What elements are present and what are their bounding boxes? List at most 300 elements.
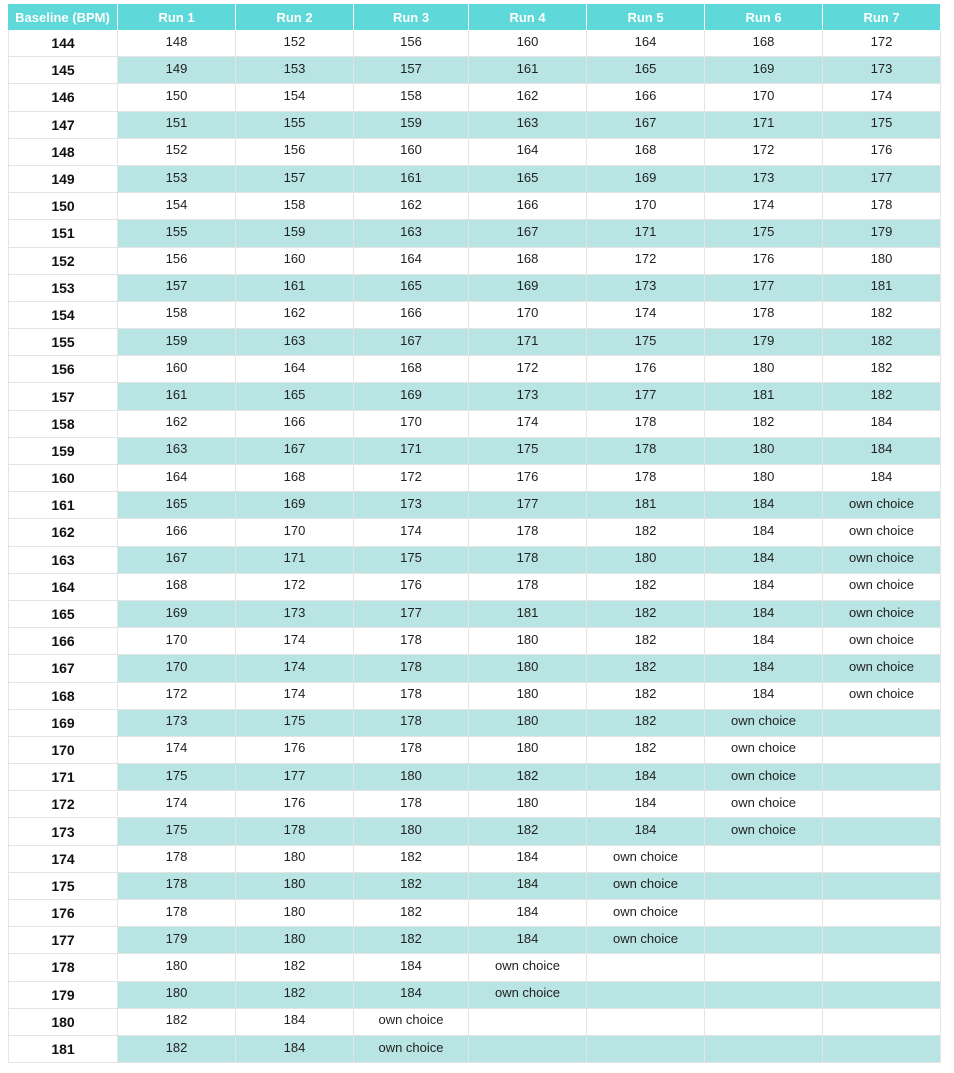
baseline-cell: 169 bbox=[8, 710, 118, 737]
table-row bbox=[8, 519, 941, 546]
run-cell bbox=[705, 1036, 823, 1063]
run-cell bbox=[823, 57, 941, 84]
baseline-cell: 148 bbox=[8, 139, 118, 166]
run-cell-value: 178 bbox=[400, 740, 422, 756]
table-row bbox=[8, 791, 941, 818]
run-cell-value: 175 bbox=[165, 767, 188, 783]
baseline-cell: 147 bbox=[8, 112, 118, 139]
run-cell-value: 182 bbox=[634, 686, 657, 702]
run-cell-value: 167 bbox=[400, 332, 422, 348]
run-cell-value: 173 bbox=[516, 387, 539, 403]
run-cell bbox=[236, 84, 354, 111]
bpm-table-container bbox=[8, 4, 941, 1063]
run-cell bbox=[354, 112, 469, 139]
run-cell bbox=[236, 492, 354, 519]
run-cell bbox=[823, 1009, 941, 1036]
run-cell bbox=[587, 710, 705, 737]
run-cell bbox=[469, 601, 587, 628]
table-row bbox=[8, 411, 941, 438]
run-cell bbox=[354, 574, 469, 601]
run-cell bbox=[236, 329, 354, 356]
run-cell bbox=[469, 846, 587, 873]
run-cell bbox=[705, 84, 823, 111]
run-cell bbox=[823, 193, 941, 220]
run-cell-value: 174 bbox=[283, 631, 306, 647]
run-cell-value: 178 bbox=[400, 631, 422, 647]
run-cell-value: 167 bbox=[634, 115, 657, 131]
run-cell-value: 154 bbox=[283, 87, 306, 103]
run-cell-value: 180 bbox=[752, 359, 775, 375]
baseline-cell: 152 bbox=[8, 248, 118, 275]
run-cell bbox=[236, 846, 354, 873]
run-cell bbox=[354, 954, 469, 981]
table-row bbox=[8, 954, 941, 981]
run-cell-value: 157 bbox=[400, 60, 422, 76]
run-cell-value: 179 bbox=[870, 223, 893, 239]
run-cell bbox=[118, 1036, 236, 1063]
run-cell bbox=[469, 248, 587, 275]
run-cell bbox=[823, 139, 941, 166]
run-cell bbox=[705, 30, 823, 57]
run-cell-value: 182 bbox=[634, 658, 657, 674]
run-cell-value: 173 bbox=[165, 713, 188, 729]
column-header-run-5: Run 5 bbox=[587, 4, 705, 30]
run-cell bbox=[118, 383, 236, 410]
table-row bbox=[8, 1036, 941, 1063]
run-cell-value: 184 bbox=[870, 414, 893, 430]
run-cell-value: 178 bbox=[400, 713, 422, 729]
run-cell-value: own choice bbox=[848, 686, 915, 702]
baseline-cell: 154 bbox=[8, 302, 118, 329]
run-cell-value: 184 bbox=[516, 930, 539, 946]
run-cell bbox=[469, 383, 587, 410]
run-cell bbox=[705, 628, 823, 655]
run-cell bbox=[587, 329, 705, 356]
run-cell-value: 182 bbox=[870, 387, 893, 403]
run-cell-value: 162 bbox=[516, 87, 539, 103]
run-cell bbox=[118, 57, 236, 84]
table-row bbox=[8, 356, 941, 383]
run-cell-value: 177 bbox=[752, 278, 775, 294]
run-cell-value: 175 bbox=[870, 115, 893, 131]
run-cell-value: own choice bbox=[612, 876, 679, 892]
run-cell bbox=[236, 438, 354, 465]
table-row bbox=[8, 628, 941, 655]
run-cell-value: 160 bbox=[516, 33, 539, 49]
run-cell bbox=[587, 873, 705, 900]
run-cell bbox=[705, 302, 823, 329]
baseline-cell: 149 bbox=[8, 166, 118, 193]
run-cell-value: 174 bbox=[752, 196, 775, 212]
run-cell-value: 174 bbox=[165, 794, 188, 810]
run-cell-value: 180 bbox=[516, 794, 539, 810]
run-cell bbox=[823, 112, 941, 139]
run-cell-value: 180 bbox=[400, 822, 422, 838]
run-cell-value: 182 bbox=[634, 631, 657, 647]
run-cell-value: 173 bbox=[752, 169, 775, 185]
run-cell bbox=[587, 900, 705, 927]
run-cell bbox=[118, 982, 236, 1009]
run-cell-value: 174 bbox=[634, 305, 657, 321]
run-cell bbox=[705, 139, 823, 166]
run-cell-value: 184 bbox=[752, 577, 775, 593]
run-cell-value: 182 bbox=[516, 822, 539, 838]
run-cell bbox=[118, 411, 236, 438]
table-row bbox=[8, 818, 941, 845]
run-cell bbox=[469, 574, 587, 601]
run-cell bbox=[354, 302, 469, 329]
run-cell-value: 175 bbox=[634, 332, 657, 348]
run-cell bbox=[469, 900, 587, 927]
run-cell-value: 167 bbox=[516, 223, 539, 239]
run-cell-value: 180 bbox=[283, 930, 306, 946]
run-cell-value: 170 bbox=[165, 658, 188, 674]
run-cell-value: 184 bbox=[752, 495, 775, 511]
run-cell-value: 166 bbox=[516, 196, 539, 212]
table-row bbox=[8, 438, 941, 465]
run-cell-value: 168 bbox=[400, 359, 422, 375]
run-cell bbox=[587, 519, 705, 546]
run-cell-value: 180 bbox=[516, 658, 539, 674]
run-cell bbox=[469, 818, 587, 845]
run-cell bbox=[587, 411, 705, 438]
table-header-row bbox=[8, 4, 941, 30]
run-cell bbox=[823, 628, 941, 655]
run-cell-value: 172 bbox=[283, 577, 306, 593]
baseline-cell: 150 bbox=[8, 193, 118, 220]
run-cell-value: 184 bbox=[634, 794, 657, 810]
run-cell bbox=[236, 710, 354, 737]
run-cell-value: 175 bbox=[400, 550, 422, 566]
run-cell-value: 168 bbox=[283, 468, 306, 484]
run-cell-value: 178 bbox=[752, 305, 775, 321]
run-cell bbox=[118, 1009, 236, 1036]
run-cell-value: own choice bbox=[612, 849, 679, 865]
run-cell-value: 181 bbox=[516, 604, 539, 620]
run-cell-value: 175 bbox=[516, 441, 539, 457]
run-cell-value: 170 bbox=[634, 196, 657, 212]
baseline-cell: 167 bbox=[8, 655, 118, 682]
table-row bbox=[8, 601, 941, 628]
run-cell bbox=[705, 846, 823, 873]
run-cell-value: 165 bbox=[516, 169, 539, 185]
run-cell bbox=[118, 873, 236, 900]
run-cell-value: 180 bbox=[752, 441, 775, 457]
run-cell-value: 155 bbox=[165, 223, 188, 239]
run-cell-value: 158 bbox=[165, 305, 188, 321]
baseline-cell: 159 bbox=[8, 438, 118, 465]
run-cell-value: 184 bbox=[752, 522, 775, 538]
run-cell-value: 169 bbox=[752, 60, 775, 76]
run-cell bbox=[587, 954, 705, 981]
run-cell-value: 172 bbox=[165, 686, 188, 702]
run-cell-value: 163 bbox=[400, 223, 422, 239]
table-row bbox=[8, 193, 941, 220]
run-cell-value: 170 bbox=[752, 87, 775, 103]
run-cell bbox=[705, 356, 823, 383]
table-row bbox=[8, 683, 941, 710]
run-cell bbox=[823, 900, 941, 927]
run-cell bbox=[823, 492, 941, 519]
run-cell-value: own choice bbox=[730, 740, 797, 756]
baseline-cell: 160 bbox=[8, 465, 118, 492]
run-cell-value: 155 bbox=[283, 115, 306, 131]
run-cell bbox=[587, 57, 705, 84]
run-cell-value: 182 bbox=[634, 740, 657, 756]
run-cell-value: 172 bbox=[516, 359, 539, 375]
run-cell bbox=[236, 927, 354, 954]
run-cell bbox=[354, 248, 469, 275]
run-cell-value: 182 bbox=[634, 522, 657, 538]
run-cell bbox=[587, 764, 705, 791]
run-cell bbox=[705, 655, 823, 682]
run-cell-value: 169 bbox=[165, 604, 188, 620]
run-cell bbox=[587, 791, 705, 818]
run-cell bbox=[236, 1009, 354, 1036]
run-cell-value: 184 bbox=[516, 903, 539, 919]
run-cell bbox=[823, 764, 941, 791]
run-cell-value: 182 bbox=[400, 876, 422, 892]
baseline-cell: 161 bbox=[8, 492, 118, 519]
run-cell bbox=[823, 248, 941, 275]
run-cell-value: 170 bbox=[165, 631, 188, 647]
run-cell-value: 175 bbox=[283, 713, 306, 729]
run-cell-value: 182 bbox=[165, 1012, 188, 1028]
run-cell-value: 162 bbox=[400, 196, 422, 212]
run-cell-value: 171 bbox=[634, 223, 657, 239]
run-cell-value: 167 bbox=[165, 550, 188, 566]
run-cell-value: own choice bbox=[848, 495, 915, 511]
baseline-cell: 178 bbox=[8, 954, 118, 981]
run-cell-value: 175 bbox=[165, 822, 188, 838]
run-cell-value: 177 bbox=[634, 387, 657, 403]
run-cell bbox=[587, 84, 705, 111]
run-cell bbox=[236, 248, 354, 275]
run-cell-value: 148 bbox=[165, 33, 188, 49]
run-cell bbox=[118, 519, 236, 546]
run-cell bbox=[587, 982, 705, 1009]
run-cell-value: 165 bbox=[634, 60, 657, 76]
run-cell-value: 168 bbox=[516, 251, 539, 267]
baseline-cell: 175 bbox=[8, 873, 118, 900]
run-cell bbox=[354, 411, 469, 438]
run-cell-value: 165 bbox=[400, 278, 422, 294]
run-cell bbox=[469, 302, 587, 329]
table-body bbox=[8, 30, 941, 1063]
run-cell-value: 174 bbox=[165, 740, 188, 756]
run-cell bbox=[118, 764, 236, 791]
run-cell bbox=[587, 601, 705, 628]
run-cell bbox=[118, 465, 236, 492]
run-cell bbox=[469, 465, 587, 492]
run-cell bbox=[587, 927, 705, 954]
run-cell bbox=[236, 139, 354, 166]
run-cell bbox=[354, 547, 469, 574]
run-cell bbox=[705, 193, 823, 220]
run-cell-value: 166 bbox=[165, 522, 188, 538]
baseline-cell: 176 bbox=[8, 900, 118, 927]
run-cell-value: 182 bbox=[870, 332, 893, 348]
run-cell-value: 178 bbox=[634, 441, 657, 457]
run-cell bbox=[236, 383, 354, 410]
run-cell-value: own choice bbox=[730, 794, 797, 810]
run-cell bbox=[118, 547, 236, 574]
run-cell bbox=[354, 818, 469, 845]
run-cell-value: 176 bbox=[870, 142, 893, 158]
run-cell-value: 180 bbox=[870, 251, 893, 267]
run-cell bbox=[823, 329, 941, 356]
column-header-run-7: Run 7 bbox=[823, 4, 941, 30]
baseline-cell: 144 bbox=[8, 30, 118, 57]
run-cell-value: 178 bbox=[165, 849, 188, 865]
run-cell-value: 179 bbox=[165, 930, 188, 946]
run-cell-value: 174 bbox=[400, 522, 422, 538]
run-cell bbox=[354, 628, 469, 655]
run-cell bbox=[354, 900, 469, 927]
run-cell-value: 163 bbox=[516, 115, 539, 131]
run-cell bbox=[587, 383, 705, 410]
run-cell bbox=[469, 873, 587, 900]
run-cell bbox=[236, 519, 354, 546]
run-cell-value: 182 bbox=[400, 849, 422, 865]
run-cell-value: 168 bbox=[165, 577, 188, 593]
run-cell-value: 173 bbox=[283, 604, 306, 620]
run-cell bbox=[118, 139, 236, 166]
run-cell bbox=[469, 791, 587, 818]
run-cell bbox=[354, 465, 469, 492]
run-cell-value: 178 bbox=[516, 550, 539, 566]
run-cell bbox=[705, 492, 823, 519]
run-cell-value: 172 bbox=[752, 142, 775, 158]
table-row bbox=[8, 465, 941, 492]
run-cell bbox=[705, 329, 823, 356]
run-cell bbox=[823, 655, 941, 682]
run-cell bbox=[354, 764, 469, 791]
run-cell bbox=[705, 1009, 823, 1036]
run-cell bbox=[118, 628, 236, 655]
run-cell-value: 161 bbox=[165, 387, 188, 403]
run-cell-value: 184 bbox=[870, 441, 893, 457]
run-cell bbox=[469, 112, 587, 139]
run-cell-value: 178 bbox=[516, 522, 539, 538]
run-cell-value: 182 bbox=[283, 957, 306, 973]
run-cell-value: own choice bbox=[612, 930, 679, 946]
run-cell bbox=[236, 547, 354, 574]
run-cell bbox=[705, 900, 823, 927]
table-row bbox=[8, 737, 941, 764]
run-cell bbox=[823, 954, 941, 981]
table-row bbox=[8, 139, 941, 166]
run-cell bbox=[469, 84, 587, 111]
run-cell bbox=[354, 139, 469, 166]
run-cell bbox=[705, 764, 823, 791]
run-cell bbox=[705, 954, 823, 981]
table-row bbox=[8, 302, 941, 329]
run-cell bbox=[118, 275, 236, 302]
run-cell-value: own choice bbox=[494, 985, 561, 1001]
run-cell-value: 182 bbox=[870, 359, 893, 375]
run-cell-value: 164 bbox=[400, 251, 422, 267]
run-cell bbox=[587, 438, 705, 465]
run-cell-value: 180 bbox=[752, 468, 775, 484]
run-cell-value: 169 bbox=[516, 278, 539, 294]
run-cell bbox=[354, 710, 469, 737]
run-cell-value: 172 bbox=[870, 33, 893, 49]
run-cell bbox=[705, 547, 823, 574]
table-row bbox=[8, 57, 941, 84]
run-cell bbox=[354, 220, 469, 247]
run-cell-value: 169 bbox=[283, 495, 306, 511]
table-row bbox=[8, 547, 941, 574]
run-cell bbox=[823, 547, 941, 574]
run-cell bbox=[587, 628, 705, 655]
run-cell bbox=[118, 30, 236, 57]
baseline-cell: 165 bbox=[8, 601, 118, 628]
run-cell-value: 171 bbox=[516, 332, 539, 348]
baseline-cell: 166 bbox=[8, 628, 118, 655]
run-cell bbox=[823, 846, 941, 873]
run-cell bbox=[705, 166, 823, 193]
run-cell bbox=[705, 601, 823, 628]
run-cell-value: 180 bbox=[283, 903, 306, 919]
run-cell bbox=[118, 356, 236, 383]
run-cell-value: 180 bbox=[516, 686, 539, 702]
table-row bbox=[8, 30, 941, 57]
run-cell bbox=[354, 329, 469, 356]
baseline-cell: 173 bbox=[8, 818, 118, 845]
run-cell bbox=[236, 655, 354, 682]
table-row bbox=[8, 982, 941, 1009]
run-cell-value: 172 bbox=[400, 468, 422, 484]
run-cell bbox=[823, 30, 941, 57]
run-cell-value: 169 bbox=[634, 169, 657, 185]
run-cell-value: 176 bbox=[283, 794, 306, 810]
table-row bbox=[8, 710, 941, 737]
run-cell bbox=[705, 710, 823, 737]
run-cell bbox=[236, 1036, 354, 1063]
run-cell bbox=[118, 329, 236, 356]
run-cell bbox=[118, 438, 236, 465]
run-cell-value: 157 bbox=[283, 169, 306, 185]
run-cell-value: 162 bbox=[283, 305, 306, 321]
run-cell bbox=[705, 275, 823, 302]
run-cell-value: 178 bbox=[400, 794, 422, 810]
run-cell bbox=[823, 1036, 941, 1063]
table-row bbox=[8, 166, 941, 193]
run-cell-value: own choice bbox=[494, 957, 561, 973]
run-cell-value: own choice bbox=[730, 713, 797, 729]
run-cell-value: 184 bbox=[752, 550, 775, 566]
run-cell bbox=[705, 465, 823, 492]
run-cell bbox=[705, 927, 823, 954]
run-cell-value: 166 bbox=[634, 87, 657, 103]
column-header-run-2: Run 2 bbox=[236, 4, 354, 30]
run-cell bbox=[118, 574, 236, 601]
run-cell bbox=[236, 982, 354, 1009]
run-cell-value: 151 bbox=[165, 115, 188, 131]
run-cell bbox=[354, 601, 469, 628]
run-cell bbox=[705, 737, 823, 764]
run-cell-value: 178 bbox=[400, 658, 422, 674]
run-cell bbox=[587, 220, 705, 247]
run-cell-value: 182 bbox=[400, 903, 422, 919]
table-row bbox=[8, 873, 941, 900]
run-cell-value: 182 bbox=[400, 930, 422, 946]
run-cell bbox=[354, 492, 469, 519]
run-cell bbox=[354, 655, 469, 682]
run-cell-value: own choice bbox=[378, 1012, 444, 1028]
run-cell-value: 164 bbox=[283, 359, 306, 375]
